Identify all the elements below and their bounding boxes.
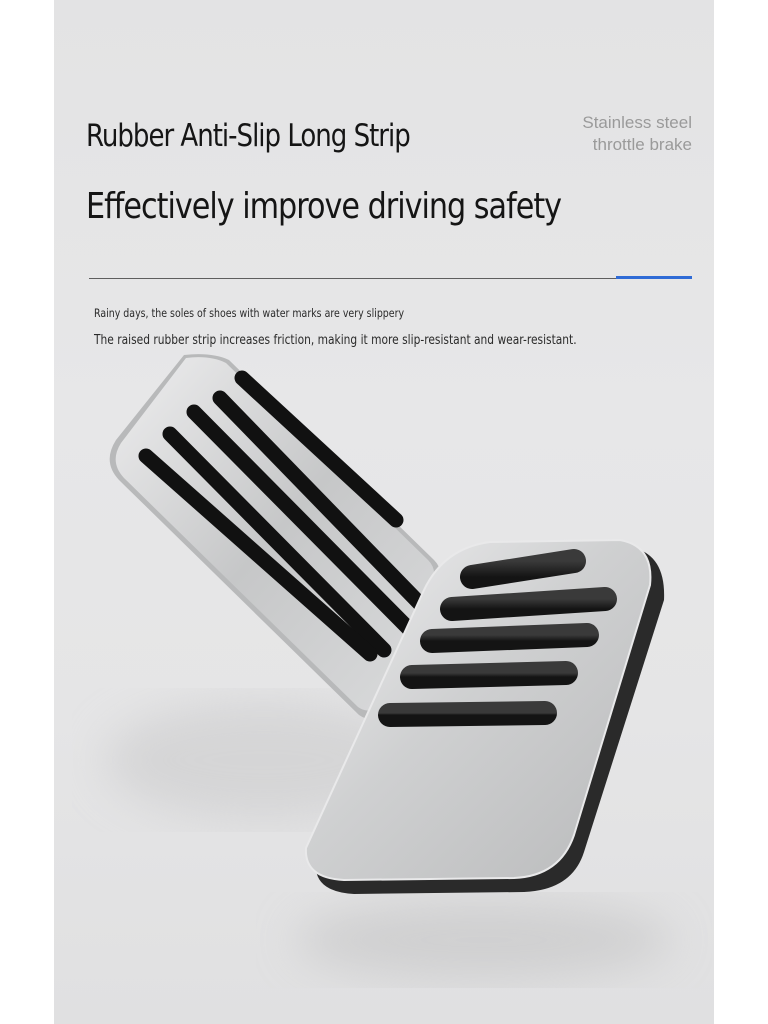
- description-text: The raised rubber strip increases friction, making it more slip-resistant and wear-resistant.: [94, 333, 577, 348]
- tag-line-2: throttle brake: [592, 135, 692, 154]
- pedals-illustration: [54, 0, 714, 1024]
- note-text: Rainy days, the soles of shoes with water marks are very slippery: [94, 306, 405, 320]
- product-title: Rubber Anti-Slip Long Strip: [86, 118, 410, 154]
- headline: Effectively improve driving safety: [86, 186, 562, 227]
- tag-line-1: Stainless steel: [582, 113, 692, 132]
- product-panel: [54, 0, 714, 1024]
